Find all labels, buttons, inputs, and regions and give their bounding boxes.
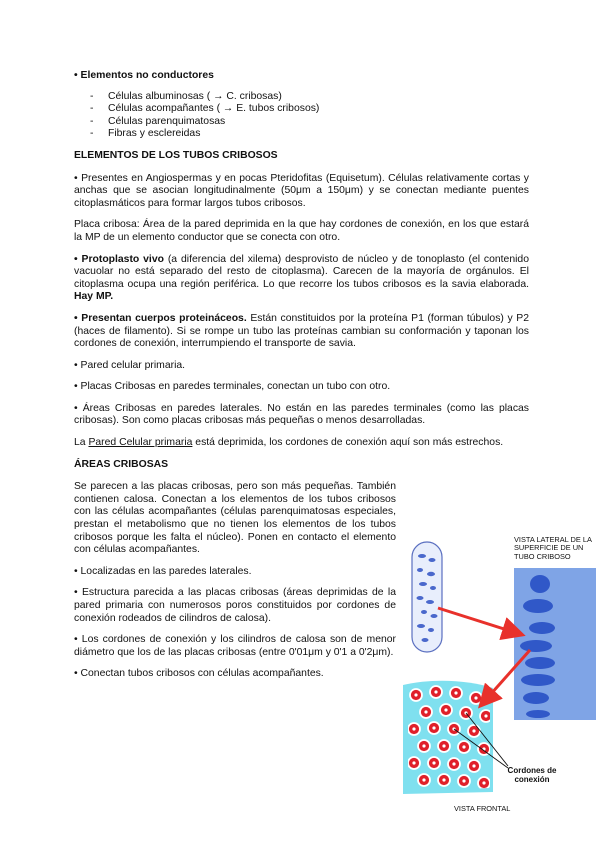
section-heading-no-conductores: • Elementos no conductores bbox=[74, 70, 214, 81]
paragraph bbox=[74, 254, 529, 304]
bold-term: Hay MP. bbox=[74, 291, 114, 303]
section-heading-areas-cribosas: ÁREAS CRIBOSAS bbox=[74, 458, 169, 470]
bold-term: • Presentan cuerpos proteináceos. bbox=[74, 312, 247, 324]
paragraph: • Estructura parecida a las placas cribosas (áreas deprimidas de la pared primaria con numerosos poros constituidos por cordones de conexión rodeados de cilindros de calosa). bbox=[74, 587, 396, 624]
paragraph: • Áreas Cribosas en paredes laterales. No están en las paredes terminales (como las placas cribosas). Son como placas cribosas más pequeñas o menos desarrolladas. bbox=[74, 402, 529, 427]
list-item: - Células parenquimatosas bbox=[74, 116, 529, 129]
paragraph: • Placas Cribosas en paredes terminales, conectan un tubo con otro. bbox=[74, 381, 391, 393]
paragraph-text: (a diferencia del xilema) desprovisto de núcleo y de tonoplasto (el contenido vacuolar no está separado del resto de citoplasma). Carecen de la mayoría de orgánulos. El citoplasma ocupa una región periférica. Lo que recorre los tubos cribosos es la savia elaborada. bbox=[74, 253, 529, 290]
paragraph: • Presentes en Angiospermas y en pocas Pteridofitas (Equisetum). Células relativamente cortas y anchas que se asocian longitudinalmente (50μm a 150μm) y se conectan mediante puentes citoplasmáticos para formar largos tubos cribosos. bbox=[74, 172, 529, 209]
areas-cribosas-text bbox=[74, 481, 396, 681]
paragraph bbox=[74, 437, 529, 450]
paragraph: Se parecen a las placas cribosas, pero son más pequeñas. También contienen calosa. Conectan a los elementos de los tubos cribosos con las células acompañantes (células parenquimatosas especiales, prestan el metabolismo que no tienen los elementos de los tubos cribosos porque les falta el núcleo). Ponen en contacto el elemento con células acompañantes. bbox=[74, 481, 396, 556]
paragraph: • Pared celular primaria. bbox=[74, 359, 186, 371]
list-item: - Fibras y esclereidas bbox=[74, 128, 529, 141]
paragraph-text: está deprimida, los cordones de conexión aquí son más estrechos. bbox=[192, 437, 504, 449]
no-conductores-list bbox=[74, 91, 529, 141]
sieve-area-figure bbox=[398, 530, 598, 820]
section-heading-tubos-cribosos: ELEMENTOS DE LOS TUBOS CRIBOSOS bbox=[74, 149, 278, 161]
paragraph-text: La bbox=[74, 437, 89, 449]
list-item: - Células albuminosas ( → C. cribosas) bbox=[74, 91, 529, 104]
sieve-tube-small bbox=[412, 542, 442, 652]
paragraph: Placa cribosa: Área de la pared deprimida en la que hay cordones de conexión, en los que estará la MP de un elemento conductor que se conecta con otro. bbox=[74, 219, 529, 243]
paragraph: • Conectan tubos cribosos con células acompañantes. bbox=[74, 668, 324, 680]
frontal-view-panel bbox=[403, 681, 493, 794]
lateral-view-panel bbox=[514, 568, 596, 720]
label-vista-lateral: VISTA LATERAL DE LA SUPERFICIE DE UN TUBO CRIBOSO bbox=[514, 535, 592, 561]
label-vista-frontal: VISTA FRONTAL bbox=[454, 804, 511, 813]
paragraph-text: Están constituidos por la proteína P1 (forman túbulos) y P2 (haces de filamento). Si se rompe un tubo las proteínas cambian su conformación y taponan los cordones de conexión, interrumpiendo el transporte de savia. bbox=[74, 312, 529, 350]
underlined-term: Pared Celular primaria bbox=[88, 437, 193, 449]
paragraph: • Localizadas en las paredes laterales. bbox=[74, 565, 252, 577]
list-item: - Células acompañantes ( → E. tubos cribosos) bbox=[74, 103, 529, 116]
bold-term: • Protoplasto vivo bbox=[74, 253, 164, 265]
paragraph bbox=[74, 313, 529, 351]
label-cordones: Cordones de conexión bbox=[507, 766, 557, 784]
paragraph: • Los cordones de conexión y los cilindros de calosa son de menor diámetro que los de las placas cribosas (entre 0'01μm y 0'1 a 0'2μm). bbox=[74, 634, 396, 658]
figure-drawing bbox=[398, 530, 598, 820]
